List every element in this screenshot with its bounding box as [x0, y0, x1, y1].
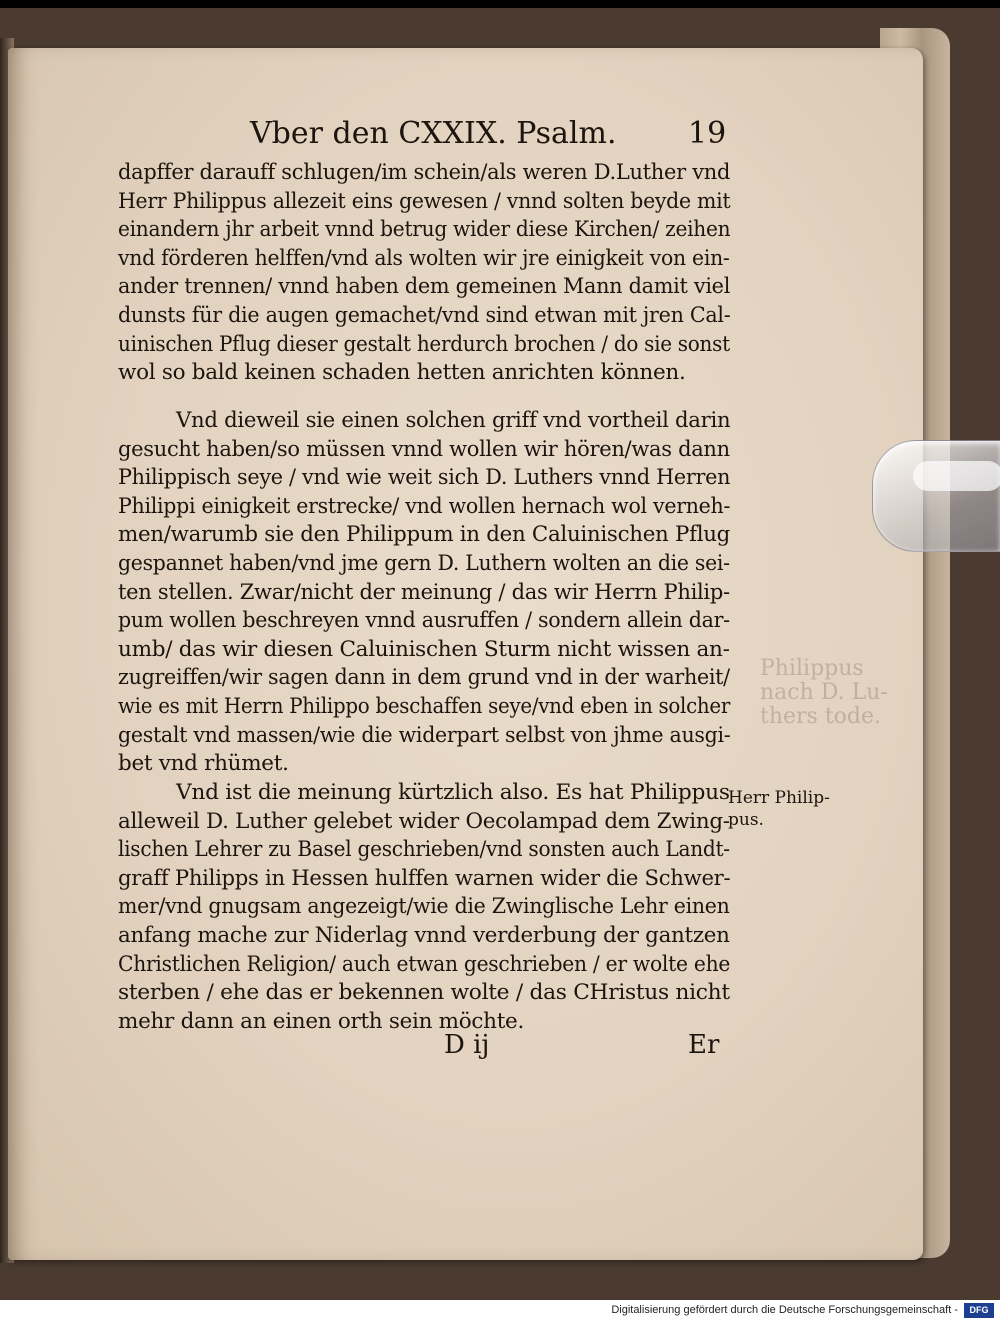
text-line: uinischen Pflug dieser gestalt herdurch brochen / do sie sonst — [118, 331, 730, 357]
signature-mark: D ij — [444, 1030, 490, 1060]
clip-highlight — [913, 461, 1000, 491]
text-line: mehr dann an einen orth sein möchte. — [118, 1008, 525, 1034]
running-title: Vber den CXXIX. Psalm. — [250, 116, 617, 151]
marginal-note-line: Herr Philip- — [728, 788, 830, 808]
text-line: umb/ das wir diesen Caluinischen Sturm nicht wissen an- — [118, 636, 730, 662]
show-through-text: thers tode. — [760, 704, 882, 729]
text-line: pum wollen beschreyen vnnd ausruffen / sondern allein dar- — [118, 608, 730, 634]
text-line: men/warumb sie den Philippum in den Caluinischen Pflug — [118, 522, 731, 548]
page-clip — [872, 440, 1000, 552]
text-line: dapffer darauff schlugen/im schein/als weren D.Luther vnd — [118, 160, 731, 185]
text-line: vnd förderen helffen/vnd als wolten wir jre einigkeit von ein- — [118, 245, 730, 271]
text-line: gespannet haben/vnd jme gern D. Luthern wolten an die sei- — [118, 551, 730, 576]
funding-credit: Digitalisierung gefördert durch die Deutsche Forschungsgemeinschaft - — [611, 1304, 958, 1316]
text-line: Vnd ist die meinung kürtzlich also. Es hat Philippus — [176, 780, 730, 805]
page-number: 19 — [688, 116, 727, 151]
text-line: Vnd dieweil sie einen solchen griff vnd vortheil darin — [176, 408, 731, 433]
text-line: bet vnd rhümet. — [118, 751, 289, 777]
dfg-logo: DFG — [964, 1303, 994, 1318]
text-line: ander trennen/ vnnd haben dem gemeinen Mann damit viel — [118, 274, 731, 300]
text-line: Philippisch seye / vnd wie weit sich D. Luthers vnnd Herren — [118, 465, 731, 491]
text-line: zugreiffen/wir sagen dann in dem grund vnd in der warheit/ — [118, 665, 730, 691]
text-line: sterben / ehe das er bekennen wolte / das CHristus nicht — [118, 980, 730, 1006]
text-line: alleweil D. Luther gelebet wider Oecolampad dem Zwing- — [118, 808, 730, 834]
marginal-note-line: pus. — [728, 810, 764, 830]
page-scan — [0, 8, 1000, 1300]
text-line: wie es mit Herrn Philippo beschaffen seye/vnd eben in solcher — [118, 694, 731, 719]
text-line: gestalt vnd massen/wie die widerpart selbst von jhme ausgi- — [118, 722, 731, 748]
text-line: ten stellen. Zwar/nicht der meinung / das wir Herrn Philip- — [118, 579, 730, 605]
text-line: wol so bald keinen schaden hetten anrichten können. — [118, 360, 686, 386]
text-line: Herr Philippus allezeit eins gewesen / vnnd solten beyde mit — [118, 188, 731, 214]
text-line: Christlichen Religion/ auch etwan geschrieben / er wolte ehe — [118, 951, 731, 977]
show-through-text: Philippus — [760, 656, 864, 681]
text-line: lischen Lehrer zu Basel geschrieben/vnd sonsten auch Landt- — [118, 837, 730, 863]
text-line: Philippi einigkeit erstrecke/ vnd wollen hernach wol verneh- — [118, 493, 731, 519]
show-through-text: nach D. Lu- — [760, 680, 888, 705]
text-line: einandern jhr arbeit vnnd betrug wider diese Kirchen/ zeihen — [118, 217, 731, 243]
text-line: gesucht haben/so müssen vnnd wollen wir hören/was dann — [118, 436, 730, 462]
catchword: Er — [688, 1030, 720, 1060]
text-line: mer/vnd gnugsam angezeigt/wie die Zwinglische Lehr einen — [118, 894, 730, 920]
text-line: graff Philipps in Hessen hulffen warnen wider die Schwer- — [118, 865, 731, 891]
text-line: anfang mache zur Niderlag vnnd verderbung der gantzen — [118, 923, 730, 948]
footer-bar — [0, 1300, 1000, 1322]
text-line: dunsts für die augen gemachet/vnd sind etwan mit jren Cal- — [118, 303, 731, 328]
